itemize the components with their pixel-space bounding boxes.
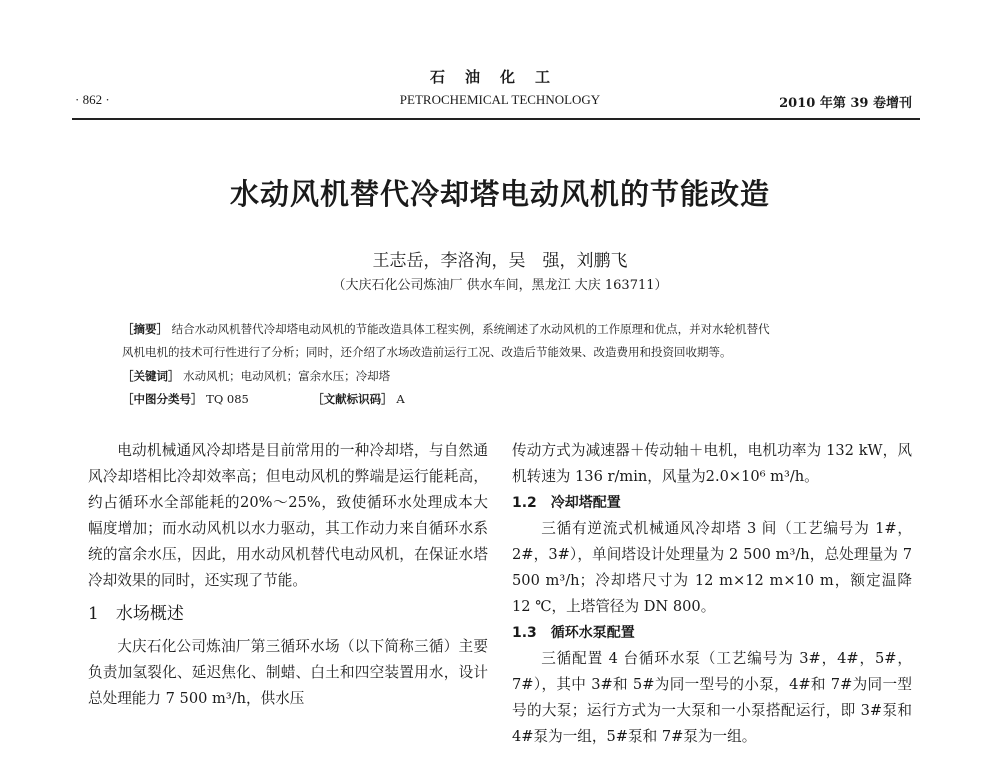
abstract-label: ［摘要］: [122, 322, 168, 336]
keywords-line: [122, 369, 902, 384]
header-rule: [72, 118, 920, 120]
page-number: · 862 ·: [75, 92, 110, 107]
author-list: 王志岳，李洛洵，吴 强，刘鹏飞: [372, 251, 628, 271]
abstract-text-2: 风机电机的技术可行性进行了分析；同时，还介绍了水场改造前运行工况、改造后节能效果、改造费用和投资回收期等。: [122, 345, 732, 359]
left-column: [88, 438, 488, 712]
abstract-text-1: 结合水动风机替代冷却塔电动风机的节能改造具体工程实例，系统阐述了水动风机的工作原理和优点，并对水轮机替代: [171, 322, 770, 336]
right-column: [512, 438, 912, 750]
section-1-3-paragraph: 三循配置 4 台循环水泵（工艺编号为 3#，4#，5#，7#），其中 3#和 5#为同一型号的小泵，4#和 7#为同一型号的大泵；运行方式为一大泵和一小泵搭配运行，即 3#泵和 4#泵为一组，5#泵和 7#泵为一组。: [512, 650, 912, 745]
section-1-heading: 1 水场概述: [88, 604, 184, 624]
journal-title-en: PETROCHEMICAL TECHNOLOGY: [399, 92, 601, 107]
continued-paragraph: 传动方式为减速器＋传动轴＋电机，电机功率为 132 kW，风机转速为 136 r/min，风量为2.0×10⁶ m³/h。: [512, 442, 912, 485]
section-1-2-paragraph: 三循有逆流式机械通风冷却塔 3 间（工艺编号为 1#，2#，3#），单间塔设计处理量为 2 500 m³/h，总处理量为 7 500 m³/h；冷却塔尺寸为 12 m×12 m×10 m，额定温降 12 ℃，上塔管径为 DN 800。: [512, 520, 912, 615]
doc-code-label: ［文献标识码］: [312, 392, 393, 406]
issue-info: 2010 年第 39 卷增刊: [779, 96, 912, 111]
section-1-3-heading: 1.3 循环水泵配置: [512, 625, 635, 641]
classification-line: [122, 392, 902, 407]
article-title: 水动风机替代冷却塔电动风机的节能改造: [229, 177, 770, 211]
doc-code-value: A: [396, 392, 405, 406]
clc-value: TQ 085: [206, 392, 249, 406]
section-1-paragraph: 大庆石化公司炼油厂第三循环水场（以下简称三循）主要负责加氢裂化、延迟焦化、制蜡、白土和四空装置用水，设计总处理能力 7 500 m³/h，供水压: [88, 638, 488, 707]
abstract-line-2: [122, 345, 902, 360]
affiliation: （大庆石化公司炼油厂 供水车间，黑龙江 大庆 163711）: [332, 278, 668, 293]
keywords-label: ［关键词］: [122, 369, 180, 383]
section-1-2-heading: 1.2 冷却塔配置: [512, 495, 621, 511]
journal-title-cn: 石油化工: [429, 68, 570, 86]
intro-paragraph: 电动机械通风冷却塔是目前常用的一种冷却塔，与自然通风冷却塔相比冷却效率高；但电动风机的弊端是运行能耗高，约占循环水全部能耗的20%～25%，致使循环水处理成本大幅度增加；而水动风机以水力驱动，其工作动力来自循环水系统的富余水压，因此，用水动风机替代电动风机，在保证水塔冷却效果的同时，还实现了节能。: [88, 442, 488, 589]
clc-label: ［中图分类号］: [122, 392, 203, 406]
keywords-text: 水动风机；电动风机；富余水压；冷却塔: [183, 369, 391, 383]
abstract-line-1: [122, 322, 902, 337]
